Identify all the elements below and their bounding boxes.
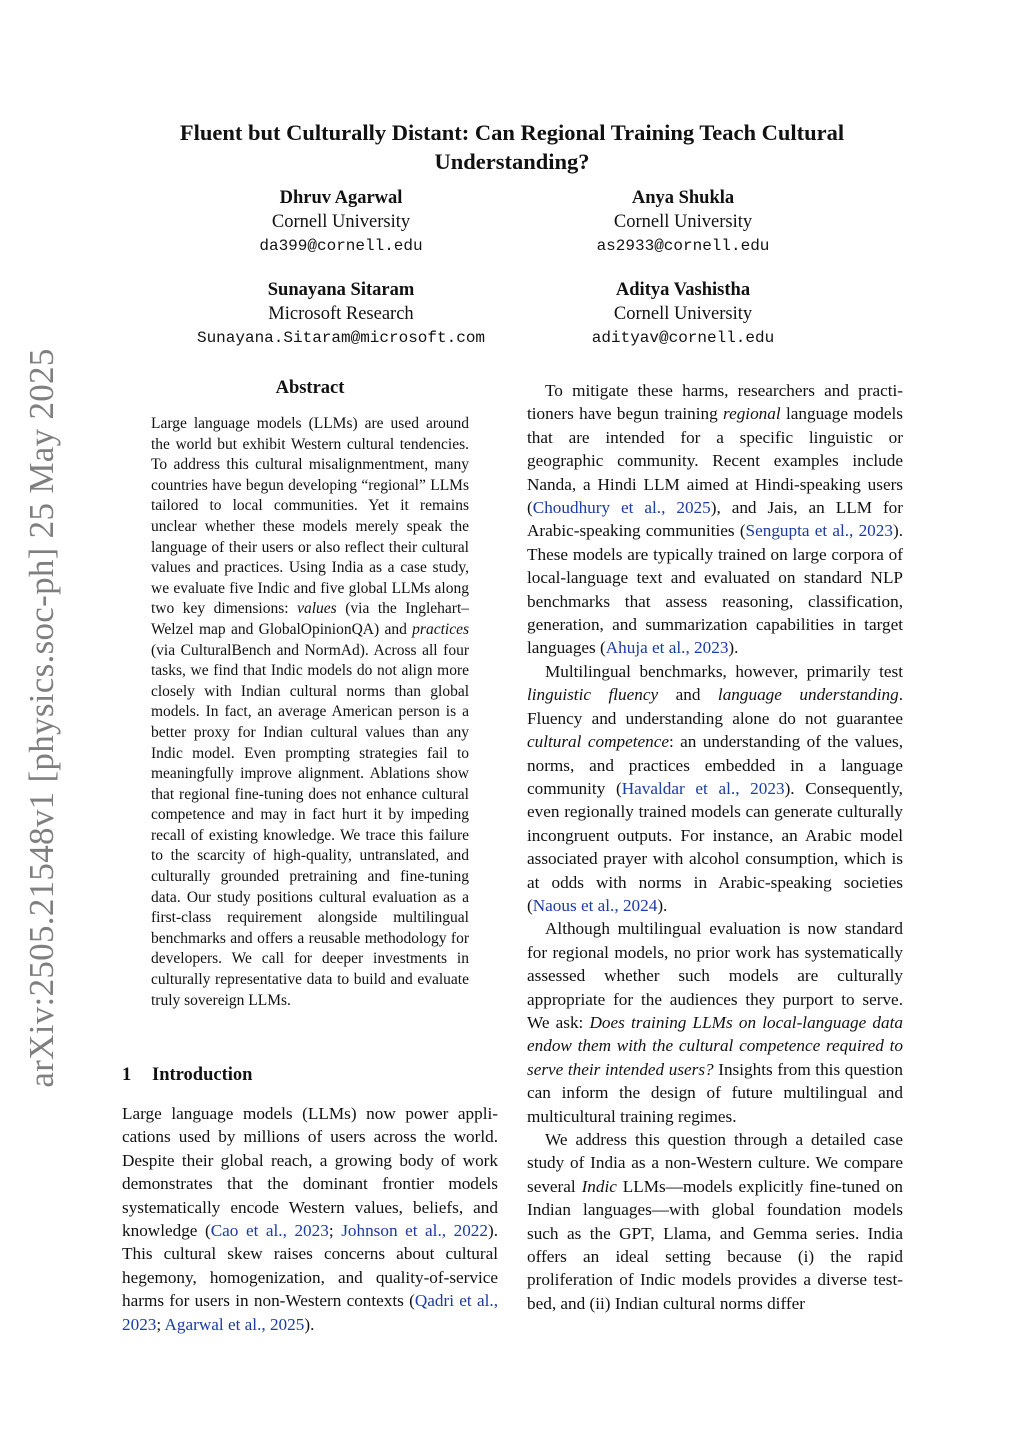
- research-question: Does training LLMs on local-language data endow them with the cultural competence required to serve their intended users?: [527, 1012, 903, 1079]
- arxiv-identifier: arXiv:2505.21548v1 [physics.soc-ph] 25 May 2025: [22, 348, 61, 1088]
- citation-link[interactable]: Qadri et al., 2023: [122, 1291, 498, 1334]
- emphasis: cultural competence: [527, 732, 669, 752]
- author-affiliation: Microsoft Research: [268, 304, 414, 324]
- paragraph: [527, 660, 903, 917]
- author-affiliation: Cornell University: [613, 304, 753, 324]
- text-run: . Fluency and understanding alone do not guarantee: [527, 685, 903, 728]
- author-email[interactable]: adityav@cornell.edu: [591, 329, 775, 347]
- text-run: Insights from this question can inform the design of future multilingual and multicultural training regimes.: [527, 1059, 903, 1126]
- text-run: Multilingual benchmarks, however, primarily test: [545, 661, 903, 681]
- emphasis: language understanding: [717, 685, 899, 705]
- text-run: ), and Jais, an LLM for Arabic-speaking communities (: [527, 498, 903, 541]
- text-run: To mitigate these harms, researchers and practitioners have begun training: [527, 381, 903, 424]
- author-email[interactable]: as2933@cornell.edu: [596, 237, 770, 255]
- text-run: We address this question through a detailed case study of India as a non-Western culture. We compare several: [527, 1130, 903, 1196]
- author-affiliation: Cornell University: [271, 212, 411, 232]
- section-number: 1: [122, 1065, 132, 1085]
- paper-title: Fluent but Culturally Distant: Can Regional Training Teach Cultural Understanding?: [179, 120, 845, 174]
- paragraph: [122, 1102, 498, 1336]
- emphasis: Indic: [581, 1176, 617, 1196]
- text-run: Large language models (LLMs) now power applications used by millions of users across the world. Despite their global reach, a growing body of work demonstrates that the dominant frontier models systematically encode Western values, beliefs, and knowledge (: [122, 1104, 498, 1241]
- abstract-heading: Abstract: [275, 378, 345, 398]
- section-title: Introduction: [152, 1065, 253, 1085]
- text-run: and: [658, 685, 718, 705]
- text-run: Although multilingual evaluation is now standard for regional models, no prior work has systematically assessed whether such models are culturally appropriate for the audiences they purport to serve. We ask:: [527, 919, 903, 1032]
- citation-link[interactable]: Havaldar et al., 2023: [621, 778, 785, 798]
- citation-link[interactable]: Ahuja et al., 2023: [605, 638, 729, 658]
- paragraph: [527, 917, 903, 1128]
- citation-link[interactable]: Cao et al., 2023: [210, 1221, 329, 1241]
- author-name: Dhruv Agarwal: [279, 188, 403, 208]
- intro-left-column: [122, 1102, 498, 1336]
- author-email[interactable]: da399@cornell.edu: [259, 237, 423, 255]
- author-block: [176, 186, 506, 258]
- author-block: [176, 278, 506, 350]
- author-name: Sunayana Sitaram: [267, 280, 415, 300]
- abstract-emphasis: values: [297, 600, 337, 618]
- emphasis: linguistic fluency: [527, 685, 659, 705]
- paragraph: [527, 379, 903, 660]
- author-name: Anya Shukla: [631, 188, 735, 208]
- emphasis: regional: [723, 404, 781, 424]
- text-run: ).: [657, 895, 668, 915]
- text-run: LLMs—models explicitly fine-tuned on Indian languages—with global foundation models such as the GPT, Llama, and Gemma series. India offers an ideal setting because (i) the rapid proliferation of Indic models provides a diverse test-bed, and (ii) Indian cultural norms differ: [527, 1176, 903, 1313]
- text-run: ). These models are typically trained on large corpora of local-language text and evaluated on standard NLP benchmarks that assess reasoning, classification, generation, and summarization capabilities in target languages (: [527, 521, 903, 658]
- citation-link[interactable]: Johnson et al., 2022: [341, 1221, 488, 1241]
- intro-right-column: [527, 379, 903, 1315]
- author-affiliation: Cornell University: [613, 212, 753, 232]
- author-block: [518, 278, 848, 350]
- section-heading: [122, 1065, 252, 1086]
- abstract-text-part: (via the Inglehart–Welzel map and GlobalOpinionQA) and: [151, 600, 469, 638]
- author-email[interactable]: Sunayana.Sitaram@microsoft.com: [196, 329, 486, 347]
- abstract-text-part: Large language models (LLMs) are used around the world but exhibit Western cultural tendencies. To address this cultural misalignmentment, many countries have begun developing “regional” LLMs tailored to local communities. Yet it remains unclear whether these models merely speak the language of their users or also reflect their cultural values and practices. Using India as a case study, we evaluate five Indic and five global LLMs along two key dimensions:: [151, 415, 469, 618]
- text-run: : an understanding of the values, norms, and practices embedded in a language community (: [527, 732, 903, 798]
- paragraph: [527, 1128, 903, 1315]
- abstract-text: [151, 414, 469, 1011]
- text-run: ).: [728, 638, 739, 658]
- text-run: ).: [304, 1314, 315, 1334]
- text-run: ). Consequently, even regionally trained models can generate culturally incongruent outputs. For instance, an Arabic model associated prayer with alcohol consumption, which is at odds with norms in Arabic-speaking societies (: [527, 778, 903, 915]
- text-run: language models that are intended for a specific linguistic or geographic community. Recent examples include Nanda, a Hindi LLM aimed at Hindi-speaking users (: [527, 404, 903, 518]
- abstract-emphasis: practices: [412, 620, 469, 638]
- author-block: [518, 186, 848, 258]
- text-run: ;: [328, 1221, 342, 1241]
- author-name: Aditya Vashistha: [615, 280, 751, 300]
- text-run: ). This cultural skew raises concerns about cultural hegemony, homogenization, and quality-of-service harms for users in non-Western contexts (: [122, 1221, 499, 1311]
- citation-link[interactable]: Naous et al., 2024: [532, 895, 658, 915]
- abstract-text-part: (via CulturalBench and NormAd). Across all four tasks, we find that Indic models do not align more closely with Indian cultural norms than global models. In fact, an average American person is a better proxy for Indian cultural values than any Indic model. Even prompting strategies fail to meaningfully improve alignment. Ablations show that regional fine-tuning does not enhance cultural competence and may in fact hurt it by impeding recall of existing knowledge. We trace this failure to the scarcity of high-quality, untranslated, and culturally grounded pretraining and fine-tuning data. Our study positions cultural evaluation as a first-class requirement alongside multilingual benchmarks and offers a reusable methodology for developers. We call for deeper investments in culturally representative data to build and evaluate truly sovereign LLMs.: [151, 641, 469, 1009]
- citation-link[interactable]: Sengupta et al., 2023: [745, 521, 893, 541]
- text-run: ;: [156, 1314, 165, 1334]
- citation-link[interactable]: Agarwal et al., 2025: [164, 1314, 305, 1334]
- citation-link[interactable]: Choudhury et al., 2025: [532, 498, 711, 518]
